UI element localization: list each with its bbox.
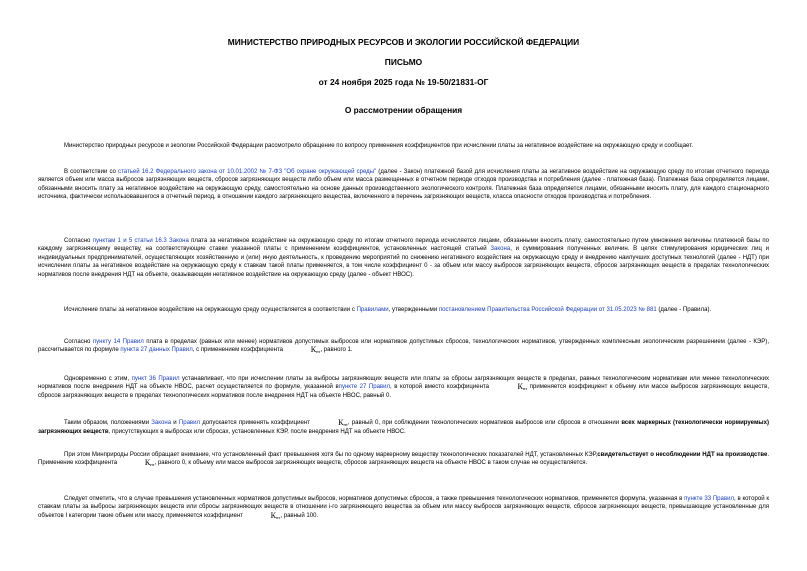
link-law-2[interactable]: Закона [151,420,172,426]
paragraph-6 [38,375,769,401]
document-type: ПИСЬМО [384,57,423,67]
coefficient-formula: $К_{нт}$ [517,382,528,392]
ministry-title: МИНИСТЕРСТВО ПРИРОДНЫХ РЕСУРСОВ И ЭКОЛОГИИ РОССИЙСКОЙ ФЕДЕРАЦИИ [227,37,580,47]
paragraph-7 [38,419,769,436]
p7-text-1: Таким образом, положениями [64,420,152,426]
paragraph-9 [38,495,769,521]
link-rules-item-27b[interactable]: пункте 27 Правил [338,384,391,391]
link-rules-item-14[interactable]: пункту 14 Правил [92,339,144,345]
link-rules-item-36[interactable]: пункт 36 Правил [131,376,180,382]
p1-text: Министерство природных ресурсов и экологии Российской Федерации рассмотрело обращение по вопросу применения коэффициентов при исчислении платы за негативное воздействие на окружающую среду и сообщает. [64,143,693,149]
paragraph-8 [38,451,769,468]
coefficient-formula: $К_{нт}$ [310,345,321,355]
document-subject: О рассмотрении обращения [344,105,463,115]
p7-text-3: допускается применять коэффициент [200,420,313,426]
p7-text-2: и [171,420,179,426]
p5-text-2: плата в пределах (равных или менее) нормативов допустимых выбросов или нормативов допустимых сбросов, технологических нормативов, утвержденных комплексным экологическим разрешением (далее - КЭР), рассчитывается по формуле [38,339,769,354]
date-number: от 24 ноября 2025 года № 19-50/21831-ОГ [318,77,489,87]
p9-text-3: , равный 100. [280,512,319,519]
p2-text-2: (далее - Закон) платежной базой для исчисления платы за негативное воздействие на окружающую среду по итогам отчетного периода является объем или масса выбросов загрязняющих веществ, сбросов загрязняющих веществ либо объем или масса размещенных в отчетном периоде отходов производства и потребления (далее - платежная база). Платежная база определяется лицами, обязанными вносить плату за негативное воздействие на окружающую среду, самостоятельно на основе данных производственного экологического контроля. Платежная база определяется лицами, обязанными вносить плату, для каждого стационарного источника, фактически использовавшегося в отчетный период, в отношении каждого загрязняющего вещества, включенного в перечень загрязняющих веществ, класса опасности отходов производства и потребления. [38,169,769,201]
p5-text-3: , с применением коэффициента [192,347,285,354]
p6-text-3: , в которой вместо коэффициента [390,384,492,391]
coefficient-formula: $К_{нт}$ [270,510,281,520]
paragraph-4 [38,306,769,314]
p9-text-2: , в которой к ставкам платы за выбросы загрязняющих веществ или сбросы загрязняющих веществ в отношении i-го загрязняющего вещества за объем или массу выбросов загрязняющих веществ, сбросов загрязняющих веществ, превышающие установленные для объектов I категории такие объем или массу, применяется коэффициент [38,496,769,519]
p2-text-1: В соответствии со [64,169,119,175]
p3-text-3: , и суммирования полученных величин. В целях стимулирования юридических лиц и индивидуальных предпринимателей, осуществляющих хозяйственную и (или) иную деятельность, к проведению мероприятий по снижению негативного воздействия на окружающую среду и внедрению наилучших доступных технологий (далее - НДТ) при исчислении платы за негативное воздействие на окружающую среду к ставкам такой платы применяется, в том числе коэффициент 0 - за объем или массу выбросов загрязняющих веществ, сбросов загрязняющих веществ в пределах технологических нормативов после внедрения НДТ на объекте, оказывающем негативное воздействие на окружающую среду (далее - объект НВОС). [38,246,769,278]
link-law-article-16-3[interactable]: пунктам 1 и 5 статьи 16.3 Закона [92,238,189,244]
p5-text-1: Согласно [64,339,93,345]
p3-text-1: Согласно [64,238,93,244]
p7-bold-text: всех маркерных (технологически нормируемых) загрязняющих веществ [38,420,769,435]
paragraph-5 [38,338,769,355]
p6-text-2: устанавливает, что при исчислении платы за выбросы загрязняющих веществ или платы за сбросы загрязняющих веществ в пределах, равных технологическим нормативам или менее технологических нормативов после внедрения НДТ на объекте НВОС, расчет осуществляется по формуле, указанной в [38,376,770,391]
paragraph-3 [38,237,769,279]
coefficient-formula: $К_{нт}$ [144,458,155,468]
link-law[interactable]: Закона [490,246,511,253]
p8-text-3: , равного 0, к объему или массе выбросов загрязняющих веществ, сбросов загрязняющих веществ на объекте НВОС в таком случае не осуществляется. [154,460,588,467]
link-law-article-16-2[interactable]: статьей 16.2 Федерального закона от 10.01.2002 № 7-ФЗ "Об охране окружающей среды" [118,169,377,175]
p8-text-1: При этом Минприроды России обращает внимание, что установленный факт превышения хотя бы по одному маркерному веществу технологических показателей НДТ, установленных КЭР, [64,452,598,458]
p9-text-1: Следует отметить, что в случае превышения установленных нормативов допустимых выбросов, нормативов допустимых сбросов, а также превышения технологических нормативов, применяется формула, указанная в [64,496,685,502]
link-government-decree-881[interactable]: постановлением Правительства Российской Федерации от 31.05.2023 № 881 [438,307,657,313]
p4-text-1: Исчисление платы за негативное воздействие на окружающую среду осуществляется в соответствии с [64,307,357,313]
p4-text-3: (далее - Правила). [656,307,712,313]
coefficient-formula: $К_{нт}$ [338,418,348,427]
p8-text-2: . Применение коэффициента [38,452,770,467]
p5-text-4: , равного 1. [320,347,353,354]
link-rules-item-33[interactable]: пункте 33 Правил [684,496,735,502]
p6-text-1: Одновременно с этим, [64,376,132,382]
paragraph-1 [38,142,769,150]
p7-text-4: , равный 0, при соблюдении технологических нормативов выбросов или сбросов в отношении [347,420,622,426]
link-rules[interactable]: Правилами [356,307,389,313]
p3-text-2: плата за негативное воздействие на окружающую среду по итогам отчетного периода исчисляется лицами, обязанными вносить плату, самостоятельно путем умножения величины платежной базы по каждому загрязняющему веществу, на соответствующие ставки указанной платы с применением коэффициентов, установленных настоящей статьей [38,238,769,253]
p6-text-4: применяется коэффициент к объему или массе выбросов загрязняющих веществ, сбросов загрязняющих веществ в пределах технологических нормативов после внедрения НДТ на объекте НВОС, равный 0. [38,384,769,400]
link-rules-2[interactable]: Правил [178,420,201,426]
link-rules-item-27[interactable]: пункта 27 данных Правил [120,347,193,354]
paragraph-2 [38,168,769,202]
p4-text-2: , утвержденными [388,307,439,313]
p8-bold-text: свидетельствует о несоблюдении НДТ на производстве [597,452,768,458]
p7-text-5: , присутствующих в выбросах или сбросах, установленных КЭР, после внедрения НДТ на объекте НВОС. [108,429,406,435]
